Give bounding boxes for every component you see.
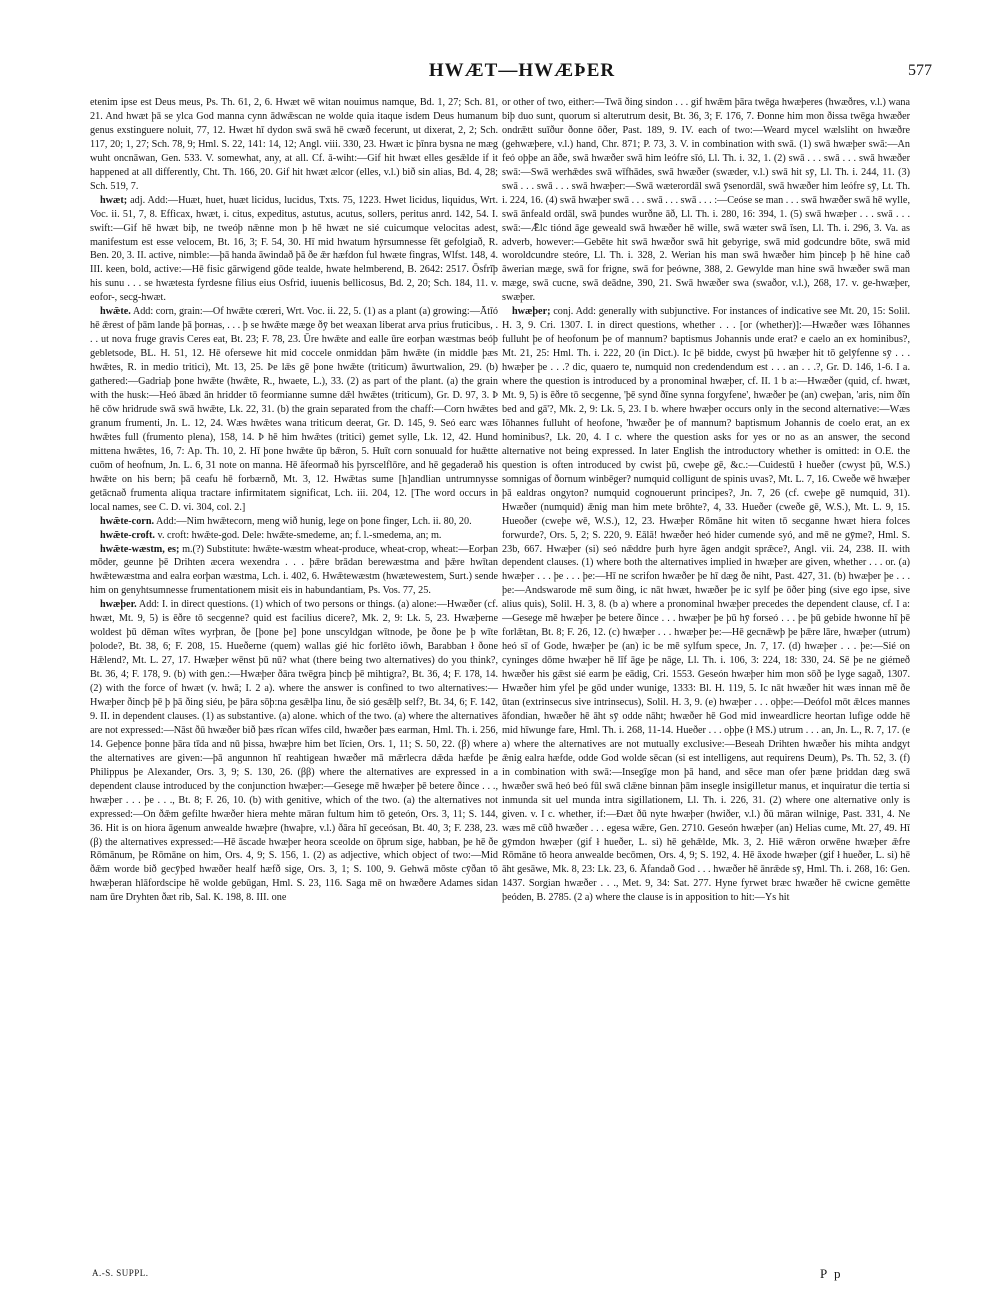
sheet-mark: P p: [820, 1266, 843, 1281]
dictionary-entry: [90, 515, 498, 529]
continued-entry: [502, 96, 910, 305]
dictionary-entry: [90, 194, 498, 306]
entry-text: v. croft: hwǣte-god. Dele: hwǣte-smedeme, an; f. l.-smedema, an; m.: [157, 529, 442, 541]
dictionary-entry: [90, 305, 498, 514]
dictionary-entry: [90, 529, 498, 543]
left-column: [90, 96, 498, 1246]
dictionary-entry: [90, 543, 498, 599]
page-number: 577: [908, 62, 932, 79]
entry-text: m.(?) Substitute: hwǣte-wæstm wheat-produce, wheat-crop, wheat:—Eorþan mōder, geunne þē Drihten æcera wexendra . . . þǣre brādan berewæstma and þǣre hwītan hwǣtewæstma and ealra eorþan wæstma, Lch. i. 402, 6. Hwǣtewæstm (hwætewestem, Surt.) sende him on genyhtsumnesse frumentationem misit eis in habundantiam, Ps. Vos. 77, 25.: [90, 543, 498, 597]
entry-text: Add:—Nim hwǣtecorn, meng wið hunig, lege on þone finger, Lch. ii. 80, 20.: [156, 515, 472, 527]
entry-text: Add: I. in direct questions. (1) which of two persons or things. (a) alone:—Hwæðer (cf. hwæt, Mt. 9, 5) is ēðre tō secgenne? quid est facilius dicere?, Mk. 2, 9: Lk. 5, 23. Hwæþerne woldest þū dēman wītes wyrþran, ðe [þone þe] þone unscyldgan wītnode, þe ðone þe þ wīte þolode?, Bt. 38, 6; F. 208, 15. Hueðerne (quem) wallas gié hic forlēto iōwh, Barabban ł ðone Hǣlend?, Mt. L. 27, 17. Hwæþer wēnst þū nū? what (there being two alternatives) do you think?, Bt. 36, 4; F. 178, 9. (b) with gen.:—Hwæþer ðāra twēgra þincþ þē mihtigra?, Bt. 36, 4; F. 178, 14. (2) with the force of hwæt (v. hwā; I. 2 a). where the answer is confined to two alternatives:—Hwæþer ðincþ þē þ þā ðing siéu, þe þāra sōþ:na gesǣlþa linu, ðe sió gesǣlþ self?, Bt. 34, 6; F. 142, 9. II. in dependent clauses. (1) as substantive. (a) alone. which of the two. (a) where the alternatives are not expressed:—Nāst ðū hwæðer bið þæs rīcan wīfes cild, hwæðer þæs earman, Hml. Th. i. 256, 14. Geþence þonne þāra tīda and nū þissa, hwæþre him bet līcien, Ors. 1, 11; S. 50, 22. (β) where the alternatives are given:—þā angunnon hī reahtigean hwæðer mā mǣrlecra dǣda hæfde þe Philippus þe Alexander, Ors. 3, 9; S. 130, 26. (ββ) where the alternatives are expressed in a dependent clause introduced by the conjunction hwæþer:—Gesege mē hwæþer þē betere ðince . . ., hwæþer . . . þe . . ., Bt. 8; F. 26, 10. (b) with genitive, which of the two. (a) the alternatives not expressed:—On ðǣm gefilte hwæðer hiera mehte māran fultum him tō geteón, Ors. 3, 11; S. 144, 36. Hit is on hiora āgenum anwealde hwæþre (hwaþre, v.l.) ðāra hī geceósan, Bt. 40, 3; F. 238, 23. (β) the alternatives expressed:—Hē āscade hwæþer heora sceolde on ōþrum sige, habban, þe hē ðe Rōmānum, þe Rōmāne on him, Ors. 4, 9; S. 156, 1. (2) as adjective, which object of two:—Mid ðǣm worde bið gecȳþed hwæðer healf hæfð sige, Ors. 3, 1; S. 100, 9. Gehwā mōste cȳðan tō hwæþeran hlāfordscipe hē wolde gebūgan, Hml. S. 23, 116. Saga mē on hwæðere Adames sidan nam ūre Dryhten ðæt rib, Sal. K. 198, 8. III. one: [90, 599, 498, 904]
headword: hwæþer.: [100, 599, 137, 611]
entry-text: or other of two, either:—Twā ðing sindon . . . gif hwǣm þāra twēga hwæþeres (hwæðres, v.l.) wana biþ duo sunt, quorum si alterutrum desit, Bt. 36, 3; F. 176, 7. Ðonne him mon ðissa twēga hwæðer ondrǣtt suīður ðonne ōðer, Past. 189, 9. IV. each of two:—Weard mycel wælsliht on hwæðre (gehwæþere, v.l.) hand, Chr. 871; P. 73, 3. V. in combination with swā. (1) swā hwæþer swā:—An feó oþþe an āðe, swā hwæðer swā him leófre sīó, Ll. Th. i. 32, 1. (2) swā . . . swā . . . swā hwæðer swā:—Swā werhǣdes swā wīfhādes, swā hwæðer (swæder, v.l.) swā hit sȳ, Ll. Th. i. 244, 11. (3) swā . . . swā . . . swā hwæþer:—Swā wæterordāl swā ȳsenordāl, swā hwæðer him leófre sȳ, Lt. Th. i. 224, 16. (4) swā hwæþer swā . . . swā . . . swā . . . :—Ceóse se man . . . swā hwæðer swā hē wylle, swā ānfeald ordāl, swā þundes wurðne āð, Ll. Th. i. 280, 16: 394, 1. (5) swā hwæþer . . . swā . . . swā:—Ǣlc tiónd āge geweald swā hwæðer hē wille, swā wæter swā īsen, Ll. Th. i. 296, 3. Va. as adverb, however:—Gebēte hit swā hwæðor swā hit gebyrige, swā mid godcundre bōte, swā mid woroldcundre steóre, Ll. Th. i. 328, 2. Werian his man swā hwæðer him þinceþ þ hē hine cað āwerian mæge, swā for frigne, swā for þeówne, 388, 2. Gewylde man hine swā hwæðer swā man mæge, swā cucne, swā deādne, 390, 21. Swā hwæðer swa (swaðor, v.l.), 268, 17. v. ge-hwæþer, swæþer.: [502, 97, 910, 304]
headword: hwǣte-corn.: [100, 515, 155, 527]
running-head: HWÆT—HWÆÞER: [428, 60, 616, 81]
dictionary-entry: [502, 305, 910, 905]
headword: hwǣte.: [100, 306, 131, 318]
headword: hwǣte-croft.: [100, 529, 155, 541]
entry-text: Add: corn, grain:—Of hwǣte cœreri, Wrt. Voc. ii. 22, 5. (1) as a plant (a) growing:—Ātīó hē ǣrest of þām lande þā þorнas, . . . þ se hwǣte mæge ðȳ bet weaxan liberat arva prius fruticibus, . . . ut nova fruge gravis Ceres eat, Bt. 23; F. 78, 23. Ūre hwǣte and ealle ūre eorþan wæstmas beóþ gebletsode, BL. H. 51, 12. Hē ofersewe hit mid coccele onmiddan þām hwǣte (in middle þæs hwǣtes, R. in medio tritici), Mt. 13, 25. Þe lǣs gē þone hwǣte (triticum) āwurtwalion, 29. (b) gathered:—Gadriaþ þone hwǣte (hwǣte, R., hwaete, L.), 33. (2) as part of the plant. (a) the grain with the husk:—Heó ābæd ān hridder tō feormianne sumne dǣl hwǣtes (triticum), Gr. D. 97, 3. Þ hē cǒw hridrude swā swā hwǣte, Lk. 22, 31. (b) the grain separated from the chaff:—Corn hwǣtes granum frumenti, Jn. L. 12, 24. Wæs hwǣtes wana triticum deerat, Gr. D. 145, 9. Seó earc wæs hwǣtes full (frumento plena), 158, 14. Þ hē him hwǣtes (tritici) gemet sylle, Lk. 12, 42. Hund mittena hwǣtes, 16, 7: Ap. Th. 10, 2. Hī þone hwǣte ūp bǣron, 5. Huīt corn sonuuald for huǣtte cuōm of heofnum, Jn. L. 6, 31 note on manna. Hē āfeormað his þyrscelflōre, and hē gegaderað his hwǣte on his bern; þā ceafu hē forbærnð, Mt. 3, 12. Hwǣtas sume [h]andlian untrumnysse getācnað frumenta aliqua tractare infirmitatem significat, Lch. iii. 204, 12. [The word occurs in local names, see C. D. vi. 304, col. 2.]: [90, 306, 498, 513]
entry-text: adj. Add:—Huæt, huet, huæt licidus, lucidus, Txts. 75, 1223. Hwet licidus, liquidus, Wrt. Voc. ii. 51, 7, 8. Efficax, hwæt, i. citus, expeditus, astutus, acutus, sollers, peritus anrd. 142, 54. I. swift:—Gif hē hwæt biþ, ne tweóþ nǣnne mon þ hē hwæt ne sié cuicumque velocitas adest, manifestum est esse velocem, Bt. 16, 3; F. 54, 30. Hī mid hwatum hȳrsumnesse fēt gefolgiað, R. Ben. 20, 3. II. active, nimble:—þā handa āwindað þā ðe ǣr hæfdon ful hwæte fingras, Wlfst. 148, 4. III. keen, bold, active:—Hē fisic gārwigend gōde tealde, hwate helmberend, B. 2642: 2517. Ōsfrīþ his sunu . . . se hwætesta fyrdesne filius eius Osfrid, iuuenis bellicosus, Bd. 2, 20; Sch. 184, 11. v. eofor-, secg-hwæt.: [90, 194, 498, 304]
dictionary-entry: [90, 598, 498, 905]
headword: hwæþer;: [512, 306, 551, 318]
entry-text: conj. Add: generally with subjunctive. For instances of indicative see Mt. 20, 15: Solil. H. 3, 9. Cri. 1307. I. in direct questions, whether . . . [or (whether)]:—Hwæðer wæs Iōhannes fulluht þe of heofonum þe of mannum? baptismus Johannis unde erat? e caelo an ex hominibus?, Mt. 21, 25: Hml. Th. i. 222, 20 (in Dict.). Ic þē bidde, cwyst þū hwæþer hit tō gelȳfenne sȳ . . . hwæþer þe . . .? dic, quaero te, numquid non credendendum est . . . an . . .?, Gr. D. 146, 1-6. I a. where the question is introduced by a pronominal hwæþer, cf. II. 1 b a:—Hwæðer (quid, cf. hwæt, Mt. 9, 5) is ēðre tō secgenne, 'þē synd ðīne synna forgyfene', hwæðer þe (an) cweþan, 'aris, nim ðīn bed and gā'?, Mk. 2, 9: Lk. 5, 23. I b. where hwæþer occurs only in the second alternative:—Wæs Iōhannes fulluht of heofone, 'hwæðer þe of mannum? baptismum Johannis de coelo erat, an ex hominibus?, Lk. 20, 4. I c. where the question asks for yes or no as an answer, the second alternative not being expressed. In later English the introductory whether is omitted: in O.E. the question is often introduced by cwist þū, cweþe gē, &c.:—Cuidestū ł hueðer (cwyst þū, W.S.) somnigas of ðornum winbēger? numquid colligunt de spinis uvas?, Mt. L. 7, 16. Cweðe wē hwæþer þā ealdras ongyton? numquid cognouerunt principes?, Jn. 7, 26 (cf. cweþe gē numquid, 31). Hwæðer (numquid) ǣnig man him mete brōhte?, 4, 33. Hueðer (cweðe gē, W.S.), Mt. L. 9, 15. Hueoðer (cweþe wē, W.S.), 12, 23. Hwæþer Rōmāne hit witen tō secganne hwæt hiera folces forwurde?, Ors. 5, 2; S. 220, 9. Eālā! hwæðer heó hider cumende syó, and mē ne gȳme?, Hml. S. 23b, 667. Hwæþer (si) seó nǣddre þurh hyre āgen andgit sprǣce?, Angl. vii. 24, 238. II. with dependent clauses. (1) where both the alternatives implied in hwæþer are given, whether . . . or. (a) hwæþer . . . þe . . . þe:—Hī ne scrifon hwæðer þe hī dæg ðe niht, Past. 427, 31. (b) hwæþer þe . . . þe:—Andswarode mē sum ðing, ic nāt hwæt, hwæðer þe ic sylf þe ōðer þing (sive ego ipse, sive alius quis), Solil. H. 3, 8. (b a) where a pronominal hwæþer precedes the dependent clause, cf. I a:—Gesege mē hwæþer þe betere ðince . . . hwæþer þe þū hȳ forseó . . . þe þū gebide hwonne hī þē forlǣtan, Bt. 8; F. 26, 12. (c) hwæþer . . . hwæþer þe:—Hē gecnǣwþ þe þǣre lāre, hwæþer (utrum) heó sī of Gode, hwæþer þe (an) ic be mē sylfum spece, Jn. 7, 17. (d) hwæþer . . . þe:—Sié on cyninges dōme hwæþer hē līf āge þe nāge, Ll. Th. i. 106, 3: 224, 18: 330, 24. Sē þe ne giémeð hwæðer his gǣst sié earm þe eādig, Cri. 1553. Geseón hwæþer him mon sōð þe lyge sagað, 1307. Hwæðer him yfel þe gōd under wunige, 1333: Bl. H. 119, 5. Ic nāt hwæðer hit wæs innan mē ðe ūtan (extrinsecus sive intrinsecus), Solil. H. 3, 9. (e) hwæþer . . . oþþe:—Deófol mōt ǣlces mannes āfondian, hwæðer hē āht sȳ odde nāht; hwæðer hē God mid inweardlicre heortan lufige odde hē mid hīwunge fare, Hml. Th. i. 268, 11-14. Hueðer . . . oþþe (ł MS.) utrum . . . an, Jn. L., R. 7, 17. (e a) where the alternatives are not mutually exclusive:—Beseah Drihten hwæðer his mihta andgyt ǣnig ealra hæfde, odde God wolde sēcan (si est intelligens, aut requirens Deum), Ps. Th. 52, 3. (f) in combination with swā:—Insegīge mon þā hand, and sēce man ofer þæne þriddan dæg swā hwæðer swā heó beó fūl swā clǣne binnan þām insegle insigilletur manus, et inquiratur die tertia si inmunda sit uel munda intra sigillationem, Ll. Th. i. 226, 31. (2) where one alternative only is given. v. I c. whether, if:—Ðæt ðū nyte hwæþer (hwiðer, v.l.) ðū māran wilnige, Past. 331, 4. Ne wæs mē cūð hwæðer . . . egesa wǣre, Gen. 2710. Geseón hwæþer (an) Helias cume, Mt. 27, 49. Hī gȳmdon hwæþer (gif ł hueðer, L. si) hē gehǣlde, Mk. 3, 2. Hiē wǣron orwēne hwæþer ǣfre Rōmāne tō heora anwealde becōmen, Ors. 4, 9; S. 192, 4. Hē āxode hwæþer (gif ł hueðer, L. si) hē āht gesāwe, Mk. 8, 23: Lk. 23, 6. Āfandað God . . . hwæðer hē ānrǣde sȳ, Hml. Th. i. 268, 16: Gen. 1437. Sorgian hwæðer . . ., Met. 9, 34: Sat. 277. Hyne fyrwet bræc hwæðer hē cwicne gemētte þeóden, B. 2785. (2 a) where the clause is in apposition to hit:—Ys hit: [502, 306, 910, 904]
signature-mark: A.-S. SUPPL.: [92, 1268, 149, 1278]
continued-entry: [90, 96, 498, 194]
entry-text: etenim ipse est Deus meus, Ps. Th. 61, 2, 6. Hwæt wē witan nouimus namque, Bd. 1, 27; Sch. 81, 21. And hwæt þā se ylca God manna cynn ādwǣscan ne wolde quia itaque isdem Deus humanum genus exstinguere noluit, 77, 12. Hwæt hī dydon swā swā hē cwæð fecerunt, ut dixerat, 2, 2; Sch. 117, 20; 1, 27; Sch. 78, 9; Hml. S. 22, 141: 14, 12; Angl. viii. 330, 23. Hwæt ic þīnra bysna ne mæg wuht oncnāwan, Gen. 533. V. somewhat, any, at all. Cf. ā-wiht:—Gif hit hwæt elles gesǣlde if it happened at all differently, Cht. Th. 166, 20. Gif hit hwæt ælcor (elles, v.l.) bið sin alias, Bd. 4, 28; Sch. 519, 7.: [90, 97, 498, 192]
headword: hwæt;: [100, 194, 128, 206]
headword: hwǣte-wæstm, es;: [100, 543, 180, 555]
right-column: [502, 96, 910, 1246]
